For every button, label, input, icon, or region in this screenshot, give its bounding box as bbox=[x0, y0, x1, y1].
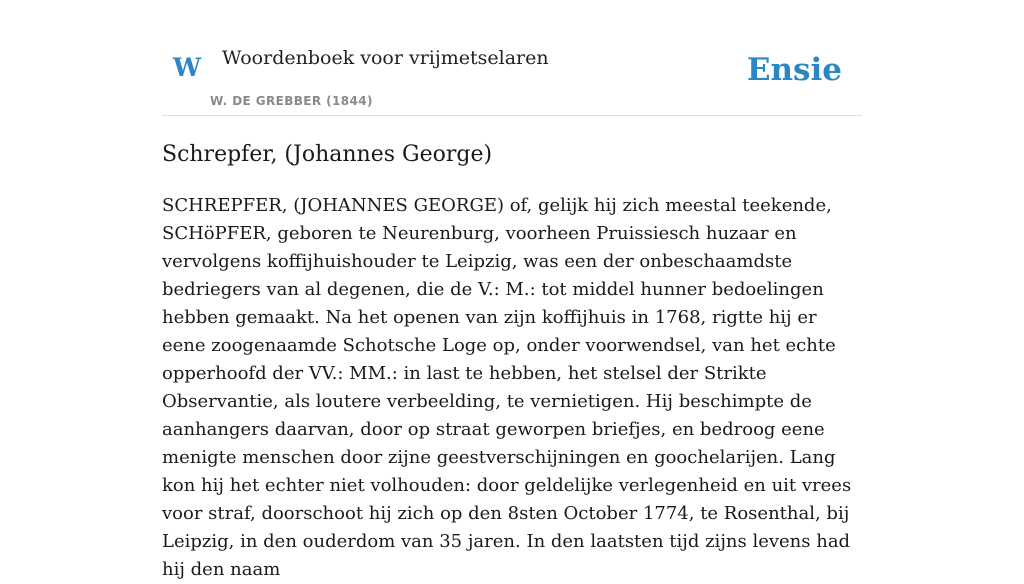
site-header bbox=[162, 30, 862, 116]
brand-logo-link[interactable]: Ensie bbox=[746, 52, 842, 88]
entry-title: Schrepfer, (Johannes George) bbox=[162, 142, 493, 167]
book-title-link[interactable]: Woordenboek voor vrijmetselaren bbox=[222, 47, 549, 69]
book-logo-icon[interactable]: W bbox=[173, 53, 202, 82]
book-author: W. DE GREBBER (1844) bbox=[210, 94, 373, 108]
entry-body: SCHREPFER, (JOHANNES GEORGE) of, gelijk hij zich meestal teekende, SCHöPFER, geboren te Neurenburg, voorheen Pruissiesch huzaar en vervolgens koffijhuishouder te Leipzig, was een der onbeschaamdste bedriegers van al degenen, die de V.: M.: tot middel hunner bedoelingen hebben gemaakt. Na het openen van zijn koffijhuis in 1768, rigtte hij er eene zoogenaamde Schotsche Loge op, onder voorwendsel, van het echte opperhoofd der VV.: MM.: in last te hebben, het stelsel der Strikte Observantie, als loutere verbeelding, te vernietigen. Hij beschimpte de aanhangers daarvan, door op straat geworpen briefjes, en bedroog eene menigte menschen door zijne geestverschijningen en goochelarijen. Lang kon hij het echter niet volhouden: door geldelijke verlegenheid en uit vrees voor straf, doorschoot hij zich op den 8sten October 1774, te Rosenthal, bij Leipzig, in den ouderdom van 35 jaren. In den laatsten tijd zijns levens had hij den naam bbox=[162, 195, 852, 580]
